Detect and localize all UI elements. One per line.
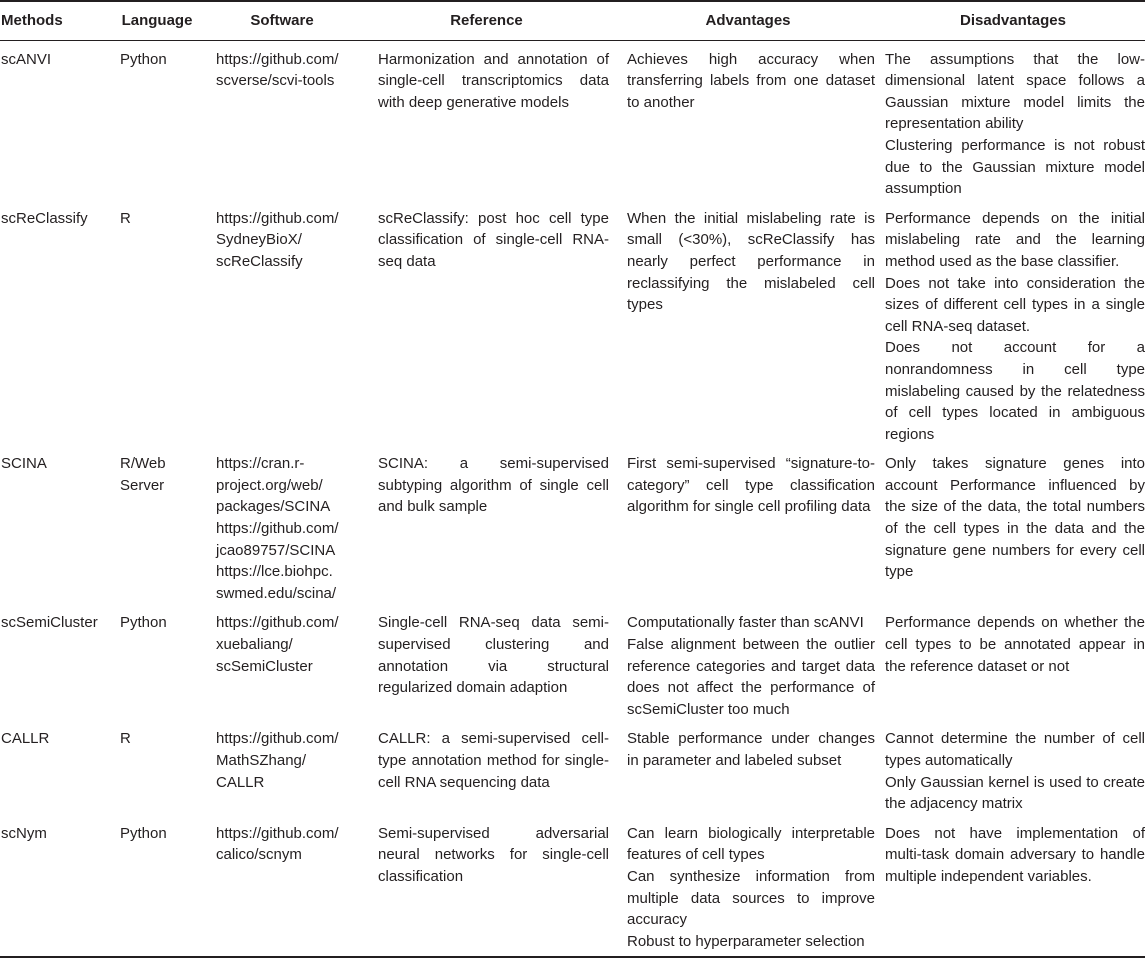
software-cell[interactable]: https://github.com/ MathSZhang/ CALLR — [216, 730, 339, 791]
advantage-item: Can synthesize information from multiple data sources to improve accuracy — [627, 867, 875, 929]
advantages-cell — [615, 200, 881, 446]
disadvantage-item: Performance depends on whether the cell types to be annotated appear in the reference dataset or not — [885, 614, 1145, 675]
advantage-item: First semi-supervised “signature-to-category” cell type classification algorithm for single cell profiling data — [627, 455, 875, 516]
header-software: Software — [206, 1, 358, 40]
disadvantage-item: Cannot determine the number of cell types automatically — [885, 730, 1145, 769]
disadvantage-item: The assumptions that the low-dimensional latent space follows a Gaussian mixture model limits the representation ability — [885, 50, 1145, 133]
table-row — [0, 815, 1145, 958]
advantage-item: Can learn biologically interpretable features of cell types — [627, 824, 875, 864]
table-header — [0, 1, 1145, 40]
advantages-cell — [615, 604, 881, 720]
advantage-item: When the initial mislabeling rate is small (<30%), scReClassify has nearly perfect performance in reclassifying the mislabeled cell types — [627, 209, 875, 314]
advantage-item: Computationally faster than scANVI — [627, 614, 864, 632]
disadvantage-item: Performance depends on the initial mislabeling rate and the learning method used as the base classifier. — [885, 209, 1145, 270]
header-methods: Methods — [0, 1, 108, 40]
header-language: Language — [108, 1, 206, 40]
advantages-cell — [615, 720, 881, 814]
disadvantage-item: Only Gaussian kernel is used to create the adjacency matrix — [885, 773, 1145, 813]
language-cell: Python — [108, 815, 206, 958]
advantages-cell — [615, 445, 881, 604]
method-cell: CALLR — [1, 730, 50, 748]
advantage-item: False alignment between the outlier reference categories and target data does not affect the performance of scSemiCluster too much — [627, 636, 875, 718]
advantage-item: Achieves high accuracy when transferring labels from one dataset to another — [627, 50, 875, 111]
table-body — [0, 40, 1145, 957]
software-cell[interactable]: https://github.com/ scverse/scvi-tools — [216, 50, 339, 90]
header-row — [0, 1, 1145, 40]
table-row — [0, 445, 1145, 604]
disadvantage-item: Does not account for a nonrandomness in cell type mislabeling caused by the relatedness of cell types located in ambiguous regions — [885, 339, 1145, 443]
table-row — [0, 720, 1145, 814]
advantages-cell — [615, 815, 881, 958]
disadvantage-item: Does not have implementation of multi-task domain adversary to handle multiple independent variables. — [885, 824, 1145, 885]
table-row — [0, 604, 1145, 720]
method-cell: scANVI — [1, 50, 52, 68]
disadvantage-item: Clustering performance is not robust due to the Gaussian mixture model assumption — [885, 136, 1145, 198]
header-reference: Reference — [358, 1, 615, 40]
language-cell: Python — [120, 614, 167, 632]
disadvantages-cell — [881, 445, 1145, 604]
header-advantages: Advantages — [615, 1, 881, 40]
reference-cell: Single-cell RNA-seq data semi-supervised clustering and annotation via structural regularized domain adaption — [378, 614, 609, 697]
language-cell: R — [120, 209, 131, 227]
method-cell: scReClassify — [1, 209, 88, 227]
disadvantages-cell — [881, 720, 1145, 814]
reference-cell: CALLR: a semi-supervised cell-type annotation method for single-cell RNA sequencing data — [378, 730, 609, 791]
disadvantage-item: Does not take into consideration the sizes of different cell types in a single cell RNA-seq dataset. — [885, 274, 1145, 335]
advantage-item: Robust to hyperparameter selection — [627, 932, 865, 950]
method-cell: SCINA — [1, 455, 47, 473]
language-cell: Python — [120, 50, 167, 68]
reference-cell: SCINA: a semi-supervised subtyping algorithm of single cell and bulk sample — [378, 455, 609, 516]
software-cell[interactable]: https://github.com/ xuebaliang/ scSemiCluster — [216, 614, 339, 675]
disadvantages-cell — [881, 200, 1145, 446]
software-cell[interactable]: https://github.com/ SydneyBioX/ scReClassify — [216, 209, 339, 270]
reference-cell: Harmonization and annotation of single-cell transcriptomics data with deep generative models — [378, 50, 609, 111]
disadvantages-cell — [881, 604, 1145, 720]
table-row — [0, 40, 1145, 200]
disadvantages-cell — [881, 815, 1145, 958]
table-row — [0, 200, 1145, 446]
method-cell: scNym — [0, 815, 108, 958]
advantages-cell — [615, 40, 881, 200]
advantage-item: Stable performance under changes in parameter and labeled subset — [627, 730, 875, 769]
language-cell: R/Web Server — [120, 455, 166, 494]
disadvantage-item: Only takes signature genes into account Performance influenced by the size of the data, the total numbers of the cell types in the data and the signature gene numbers for every cell type — [885, 455, 1145, 581]
reference-cell: scReClassify: post hoc cell type classification of single-cell RNA-seq data — [378, 209, 609, 270]
reference-cell: Semi-supervised adversarial neural networks for single-cell classification — [358, 815, 615, 958]
software-cell[interactable]: https://github.com/ calico/scnym — [206, 815, 358, 958]
software-cell[interactable]: https://cran.r-project.org/web/ packages/SCINA https://github.com/ jcao89757/SCINA https://lce.biohpc. swmed.edu/scina/ — [216, 455, 339, 602]
disadvantages-cell — [881, 40, 1145, 200]
method-cell: scSemiCluster — [1, 614, 98, 632]
language-cell: R — [120, 730, 131, 748]
header-disadvantages: Disadvantages — [881, 1, 1145, 40]
